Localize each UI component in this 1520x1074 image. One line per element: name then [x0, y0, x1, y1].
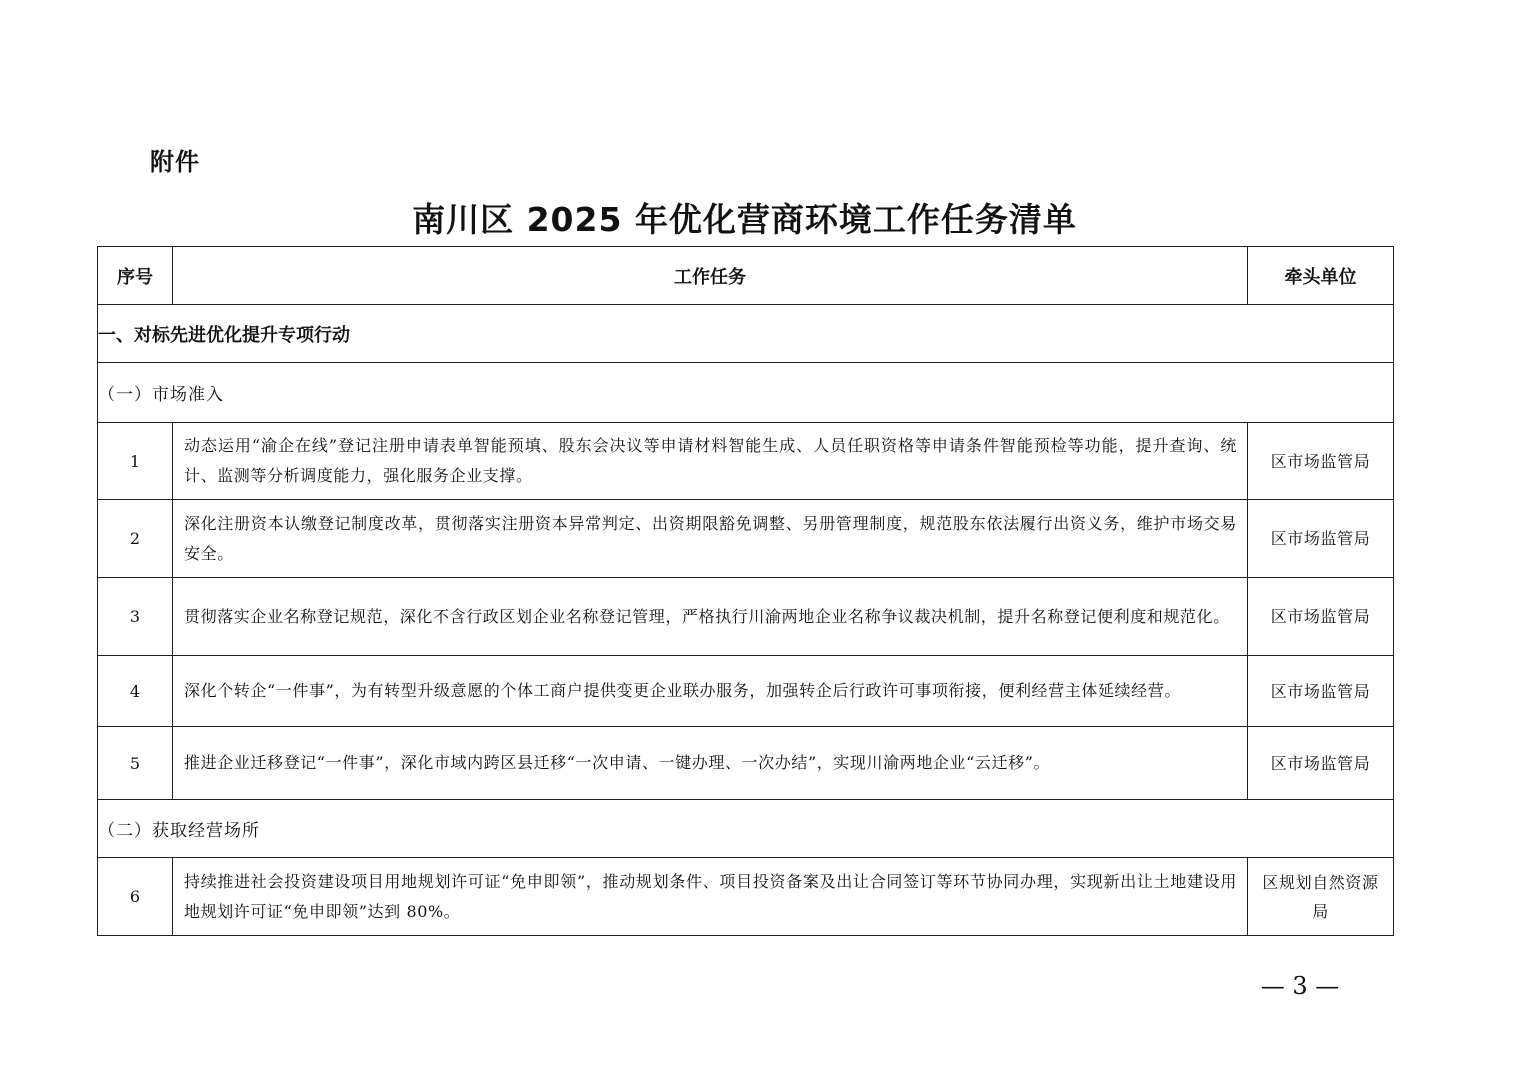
row-number: 1 — [98, 423, 173, 500]
row-unit: 区规划自然资源局 — [1248, 858, 1394, 936]
header-no: 序号 — [98, 247, 173, 305]
subsection-row — [98, 363, 1394, 423]
row-unit: 区市场监管局 — [1248, 656, 1394, 727]
row-task: 推进企业迁移登记“一件事”，深化市域内跨区县迁移“一次申请、一键办理、一次办结”，实现川渝两地企业“云迁移”。 — [173, 727, 1248, 800]
page-number: — 3 — — [1260, 972, 1340, 1000]
row-number: 5 — [98, 727, 173, 800]
row-unit: 区市场监管局 — [1248, 423, 1394, 500]
row-task: 深化注册资本认缴登记制度改革，贯彻落实注册资本异常判定、出资期限豁免调整、另册管理制度，规范股东依法履行出资义务，维护市场交易安全。 — [173, 500, 1248, 578]
table-row — [98, 578, 1394, 656]
document-title: 南川区 2025 年优化营商环境工作任务清单 — [412, 200, 1077, 239]
section-heading: 一、对标先进优化提升专项行动 — [98, 305, 1394, 363]
subsection-heading: （二）获取经营场所 — [98, 800, 1394, 858]
row-number: 3 — [98, 578, 173, 656]
row-task: 贯彻落实企业名称登记规范，深化不含行政区划企业名称登记管理，严格执行川渝两地企业名称争议裁决机制，提升名称登记便利度和规范化。 — [173, 578, 1248, 656]
attachment-label: 附件 — [150, 148, 200, 176]
row-unit: 区市场监管局 — [1248, 578, 1394, 656]
row-number: 2 — [98, 500, 173, 578]
table-row — [98, 500, 1394, 578]
table-row — [98, 858, 1394, 936]
subsection-row — [98, 800, 1394, 858]
table-header-row — [98, 247, 1394, 305]
row-number: 6 — [98, 858, 173, 936]
header-task: 工作任务 — [173, 247, 1248, 305]
header-unit: 牵头单位 — [1248, 247, 1394, 305]
row-unit: 区市场监管局 — [1248, 500, 1394, 578]
table-row — [98, 656, 1394, 727]
table-row — [98, 727, 1394, 800]
table-row — [98, 423, 1394, 500]
task-table — [97, 246, 1394, 936]
row-task: 动态运用“渝企在线”登记注册申请表单智能预填、股东会决议等申请材料智能生成、人员任职资格等申请条件智能预检等功能，提升查询、统计、监测等分析调度能力，强化服务企业支撑。 — [173, 423, 1248, 500]
row-number: 4 — [98, 656, 173, 727]
row-task: 深化个转企“一件事”，为有转型升级意愿的个体工商户提供变更企业联办服务，加强转企后行政许可事项衔接，便利经营主体延续经营。 — [173, 656, 1248, 727]
section-row — [98, 305, 1394, 363]
subsection-heading: （一）市场准入 — [98, 363, 1394, 423]
row-unit: 区市场监管局 — [1248, 727, 1394, 800]
row-task: 持续推进社会投资建设项目用地规划许可证“免申即领”，推动规划条件、项目投资备案及出让合同签订等环节协同办理，实现新出让土地建设用地规划许可证“免申即领”达到 80%。 — [173, 858, 1248, 936]
